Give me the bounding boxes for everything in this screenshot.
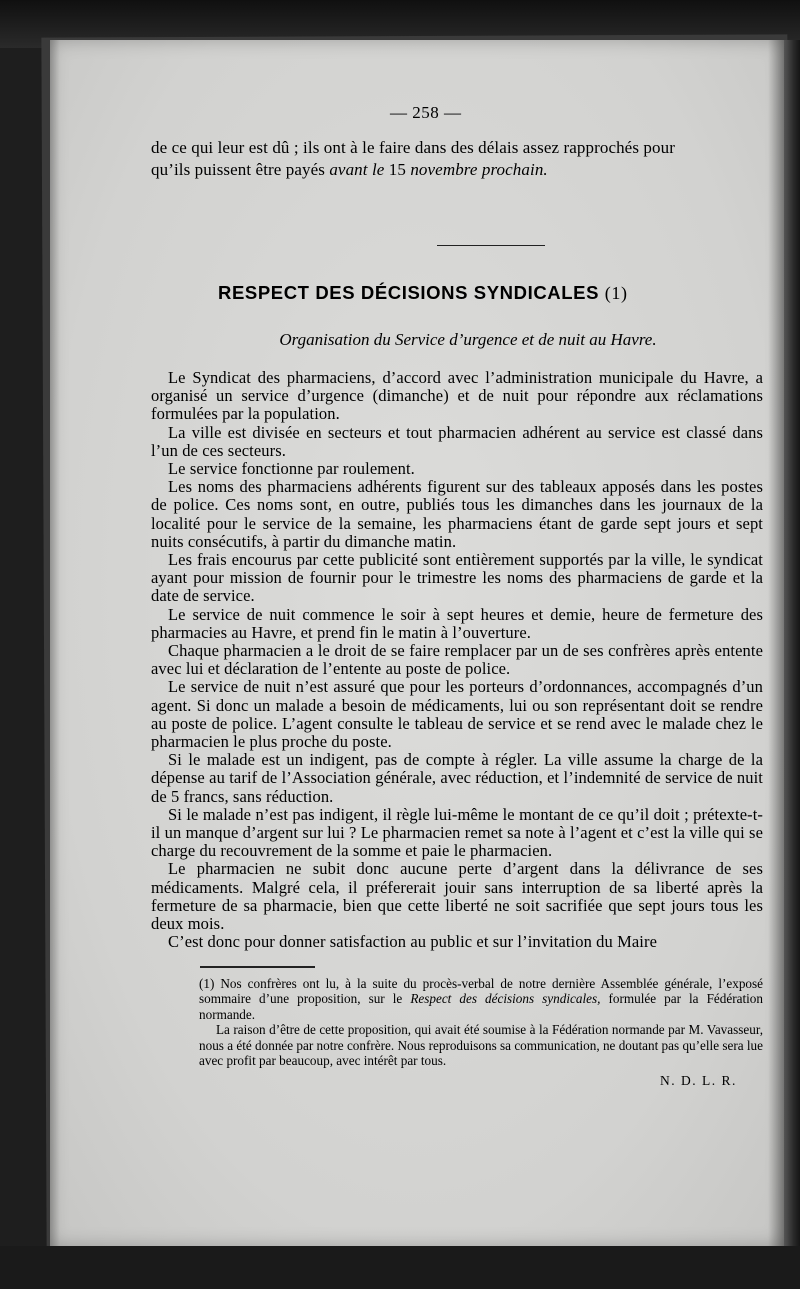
paragraph: La ville est divisée en secteurs et tout pharmacien adhérent au service est classé dans l’un de ces secteurs. (151, 422, 763, 460)
paragraph: Chaque pharmacien a le droit de se faire remplacer par un de ses confrères après entente avec lui et déclaration de l’entente au poste de police. (151, 641, 763, 679)
intro-line-2 (151, 159, 763, 181)
book-spine-edge (784, 40, 800, 1246)
separator-rule (437, 245, 545, 246)
editor-signature: N. D. L. R. (660, 1073, 737, 1088)
section-title-text: RESPECT DES DÉCISIONS SYNDICALES (218, 282, 600, 303)
scan-backdrop-bottom (0, 1246, 800, 1289)
paragraph: Les frais encourus par cette publicité sont entièrement supportés par la ville, le syndicat ayant pour mission de fournir pour le trimestre les noms des pharmaciens de garde et la date de service. (151, 550, 763, 606)
paragraph: C’est donc pour donner satisfaction au public et sur l’invitation du Maire (168, 932, 657, 952)
intro-line-1: de ce qui leur est dû ; ils ont à le faire dans des délais assez rapprochés pour (151, 138, 675, 157)
footnote-1-start: (1) Nos confrères ont lu, à la suite du procès-verbal de notre dernière Assemblée générale, l’exposé sommaire d’une proposition, sur le (199, 976, 763, 1007)
paragraph: Le service fonctionne par roulement. (168, 459, 415, 479)
intro-date-number: 15 (384, 159, 411, 179)
footnote-reference: (1) (604, 283, 628, 303)
footnote-1-italic: Respect des décisions syndicales, (410, 991, 601, 1007)
intro-date-italic-1: avant le (329, 159, 385, 179)
page-number: — 258 — (390, 103, 462, 122)
footnotes (199, 976, 763, 1068)
intro-date-italic-2: novembre prochain. (410, 159, 548, 179)
paragraph: Le service de nuit commence le soir à sept heures et demie, heure de fermeture des pharmacies au Havre, et prend fin le matin à l’ouverture. (151, 604, 763, 642)
section-subtitle: Organisation du Service d’urgence et de nuit au Havre. (279, 330, 657, 349)
paragraph: Si le malade est un indigent, pas de compte à régler. La ville assume la charge de la dépense au tarif de l’Association générale, avec réduction, et l’indemnité de service de nuit de 5 francs, sans réduction. (151, 750, 763, 806)
article-body (151, 369, 763, 952)
footnote-1 (199, 976, 763, 1022)
intro-line-2-start: qu’ils puissent être payés (151, 159, 330, 179)
intro-paragraph (151, 137, 763, 180)
footnote-rule (200, 966, 315, 968)
page-edge-left (50, 40, 60, 1246)
paragraph: Si le malade n’est pas indigent, il règle lui-même le montant de ce qu’il doit ; prétexte-t-il un manque d’argent sur lui ? Le pharmacien remet sa note à l’agent et c’est la ville qui se charge du recouvrement de la somme et paie le pharmacien. (151, 804, 763, 861)
footnote-1-end: formulée par la Fédération normande. (199, 991, 763, 1022)
footnote-2: La raison d’être de cette proposition, qui avait été soumise à la Fédération normande par M. Vavasseur, nous a été donnée par notre confrère. Nous reproduisons sa communication, ne doutant pas qu’elle sera lue avec profit par beaucoup, avec intérêt par tous. (199, 1022, 763, 1069)
paragraph: Les noms des pharmaciens adhérents figurent sur des tableaux apposés dans les postes de police. Ces noms sont, en outre, publiés tous les dimanches dans les journaux de la localité pour le service de la semaine, les pharmaciens étant de garde sept jours et sept nuits consécutifs, à partir du dimanche matin. (151, 477, 763, 551)
page-edge-right (768, 40, 784, 1246)
paragraph: Le pharmacien ne subit donc aucune perte d’argent dans la délivrance de ses médicaments. Malgré cela, il préfererait jouir sans interruption de sa liberté après la fermeture de sa pharmacie, bien que cette liberté ne soit sacrifiée que sept jours tous les deux mois. (151, 859, 763, 934)
section-title (218, 282, 778, 304)
paragraph: Le service de nuit n’est assuré que pour les porteurs d’ordonnances, accompagnés d’un agent. Si donc un malade a besoin de médicaments, lui ou son représentant doit se rendre au poste de police. L’agent consulte le tableau de service et se rend avec le malade chez le pharmacien le plus proche du poste. (151, 677, 763, 752)
paragraph: Le Syndicat des pharmaciens, d’accord avec l’administration municipale du Havre, a organisé un service d’urgence (dimanche) et de nuit pour répondre aux réclamations formulées par la population. (151, 368, 763, 424)
